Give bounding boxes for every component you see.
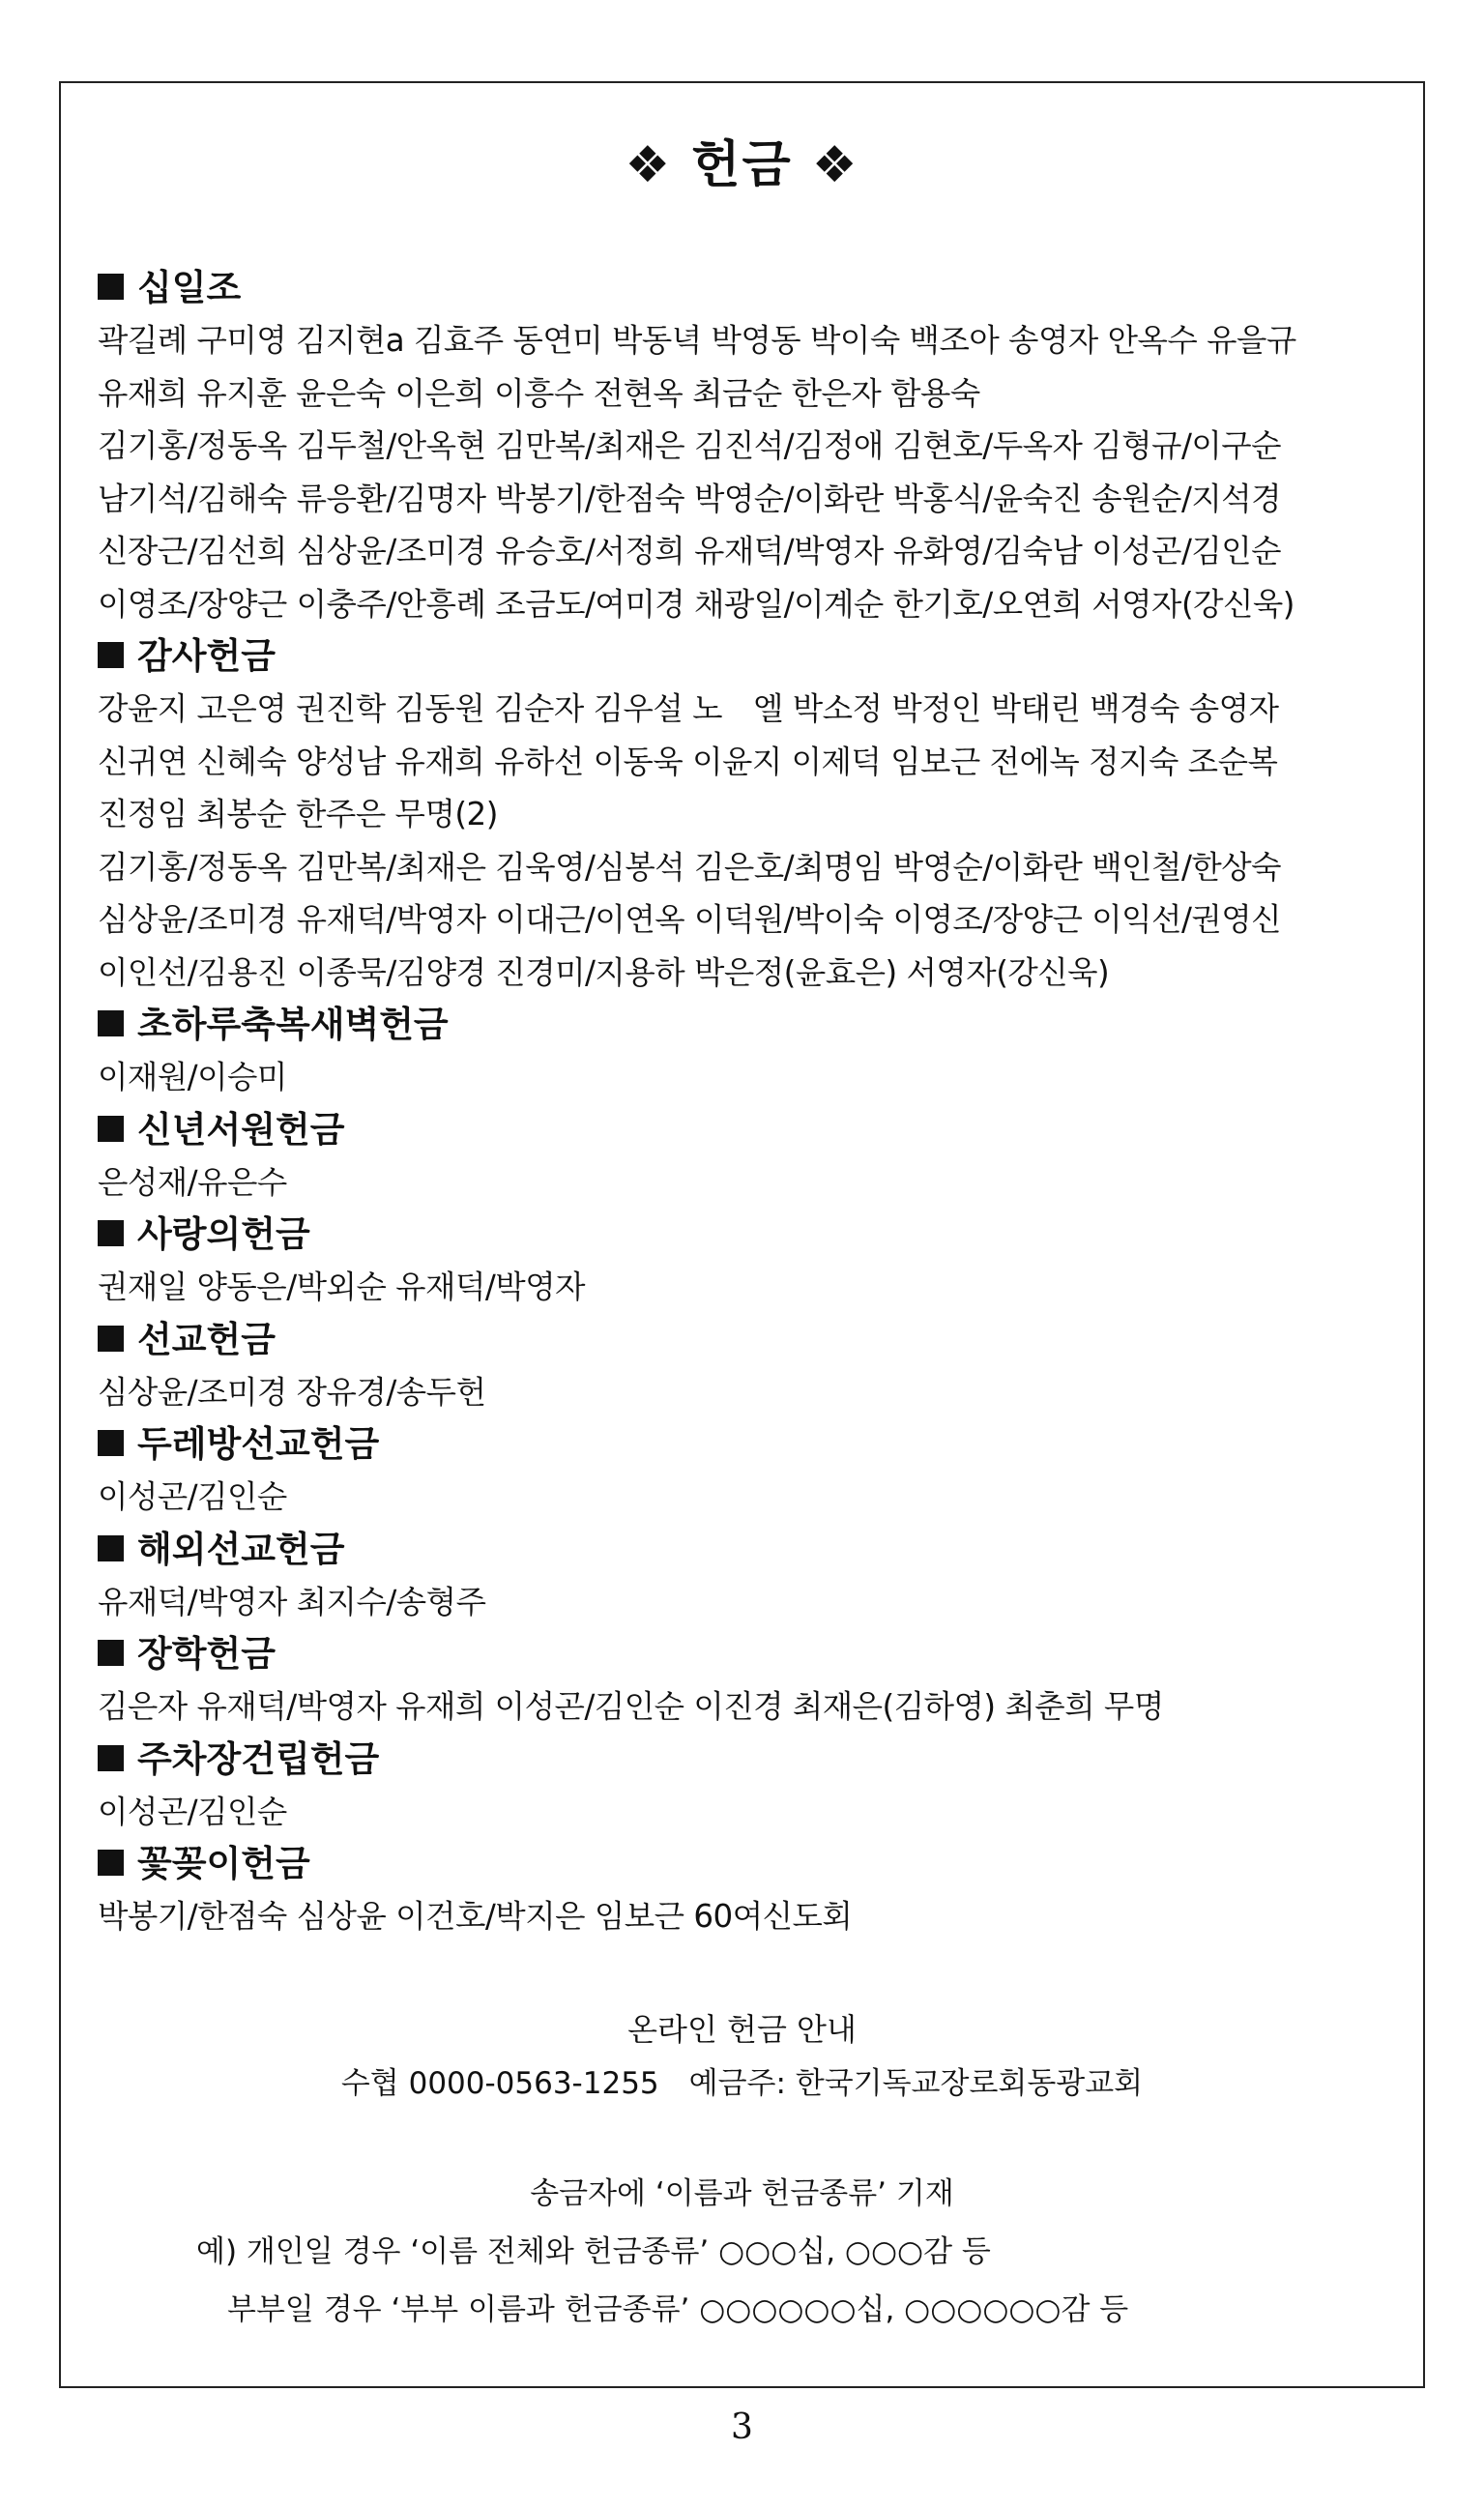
page-title: ❖ 헌금 ❖ (625, 136, 859, 194)
section-heading (98, 1314, 1393, 1366)
bank-account: 수협 0000-0563-1255 예금주: 한국기독교장로회동광교회 (340, 2066, 1144, 2101)
donor-line: 이성곤/김인순 (98, 1478, 287, 1515)
donor-line: 강윤지 고은영 권진학 김동원 김순자 김우설 노 엘 박소정 박정인 박태린 백경숙 송영자 (98, 690, 1279, 727)
donor-line: 김기홍/정동옥 김두철/안옥현 김만복/최재은 김진석/김정애 김현호/두옥자 김형규/이구순 (98, 427, 1282, 464)
square-bullet-icon (98, 274, 124, 300)
donor-line: 은성재/유은수 (98, 1163, 287, 1201)
square-bullet-icon (98, 1640, 124, 1666)
section-heading-label: 초하루축복새벽헌금 (137, 1004, 449, 1045)
square-bullet-icon (98, 1010, 124, 1036)
example-individual: 예) 개인일 경우 ‘이름 전체와 헌금종류’ ○○○십, ○○○감 등 (196, 2234, 991, 2269)
section-heading (98, 1104, 1393, 1156)
donor-line: 신장근/김선희 심상윤/조미경 유승호/서정희 유재덕/박영자 유화영/김숙남 이성곤/김인순 (98, 533, 1282, 569)
donor-line: 이인선/김용진 이종묵/김양경 진경미/지용하 박은정(윤효은) 서영자(강신욱) (98, 953, 1110, 991)
square-bullet-icon (98, 1116, 124, 1142)
section-heading (98, 1524, 1393, 1576)
section-heading (98, 1838, 1393, 1890)
donor-line: 이영조/장양근 이충주/안흥례 조금도/여미경 채광일/이계순 한기호/오연희 서영자(강신욱) (98, 585, 1295, 623)
section-heading-label: 두레방선교헌금 (137, 1423, 380, 1465)
section-heading (98, 630, 1393, 683)
donor-line: 남기석/김해숙 류응환/김명자 박봉기/한점숙 박영순/이화란 박홍식/윤숙진 송원순/지석경 (98, 480, 1282, 517)
donor-line: 진정임 최봉순 한주은 무명(2) (98, 796, 498, 832)
donor-line: 유재덕/박영자 최지수/송형주 (98, 1583, 486, 1620)
section-heading (98, 999, 1393, 1051)
donor-line: 유재희 유지훈 윤은숙 이은희 이흥수 전현옥 최금순 한은자 함용숙 (98, 374, 980, 412)
donor-line: 심상윤/조미경 장유경/송두헌 (98, 1373, 486, 1411)
page-number: 3 (731, 2407, 753, 2447)
donor-line: 박봉기/한점숙 심상윤 이건호/박지은 임보근 60여신도회 (98, 1898, 853, 1935)
section-heading-label: 해외선교헌금 (137, 1528, 345, 1570)
offering-list (98, 262, 1393, 1943)
square-bullet-icon (98, 1430, 124, 1456)
square-bullet-icon (98, 1220, 124, 1246)
transfer-note: 송금자에 ‘이름과 헌금종류’ 기재 (530, 2176, 954, 2211)
section-heading (98, 1418, 1393, 1471)
donor-line: 신귀연 신혜숙 양성남 유재희 유하선 이동욱 이윤지 이제덕 임보근 전에녹 정지숙 조순복 (98, 743, 1278, 780)
online-title: 온라인 헌금 안내 (627, 2011, 857, 2048)
donor-line: 김은자 유재덕/박영자 유재희 이성곤/김인순 이진경 최재은(김하영) 최춘희 무명 (98, 1688, 1164, 1725)
section-heading-label: 사랑의헌금 (137, 1213, 310, 1255)
donor-line: 이재원/이승미 (98, 1059, 287, 1095)
donor-line: 곽길례 구미영 김지현a 김효주 동연미 박동녁 박영동 박이숙 백조아 송영자 안옥수 유을규 (98, 322, 1296, 359)
square-bullet-icon (98, 642, 124, 668)
square-bullet-icon (98, 1326, 124, 1352)
donor-line: 권재일 양동은/박외순 유재덕/박영자 (98, 1269, 585, 1305)
section-heading-label: 장학헌금 (137, 1633, 276, 1675)
square-bullet-icon (98, 1745, 124, 1771)
section-heading-label: 신년서원헌금 (137, 1108, 345, 1151)
section-heading-label: 감사헌금 (137, 635, 276, 677)
online-offering-info (61, 2002, 1423, 2339)
section-heading (98, 1209, 1393, 1261)
section-heading-label: 꽃꽂이헌금 (137, 1843, 310, 1884)
donor-line: 이성곤/김인순 (98, 1793, 287, 1830)
page-frame (59, 81, 1425, 2388)
square-bullet-icon (98, 1850, 124, 1876)
square-bullet-icon (98, 1535, 124, 1561)
section-heading-label: 선교헌금 (137, 1318, 276, 1360)
section-heading (98, 1628, 1393, 1680)
example-couple: 부부일 경우 ‘부부 이름과 헌금종류’ ○○○○○○십, ○○○○○○감 등 (227, 2292, 1129, 2327)
section-heading-label: 십일조 (137, 267, 242, 308)
donor-line: 김기홍/정동옥 김만복/최재은 김욱영/심봉석 김은호/최명임 박영순/이화란 백인철/한상숙 (98, 848, 1282, 886)
section-heading (98, 1734, 1393, 1786)
section-heading (98, 262, 1393, 314)
section-heading-label: 주차장건립헌금 (137, 1737, 380, 1780)
donor-line: 심상윤/조미경 유재덕/박영자 이대근/이연옥 이덕원/박이숙 이영조/장양근 이익선/권영신 (98, 901, 1282, 938)
